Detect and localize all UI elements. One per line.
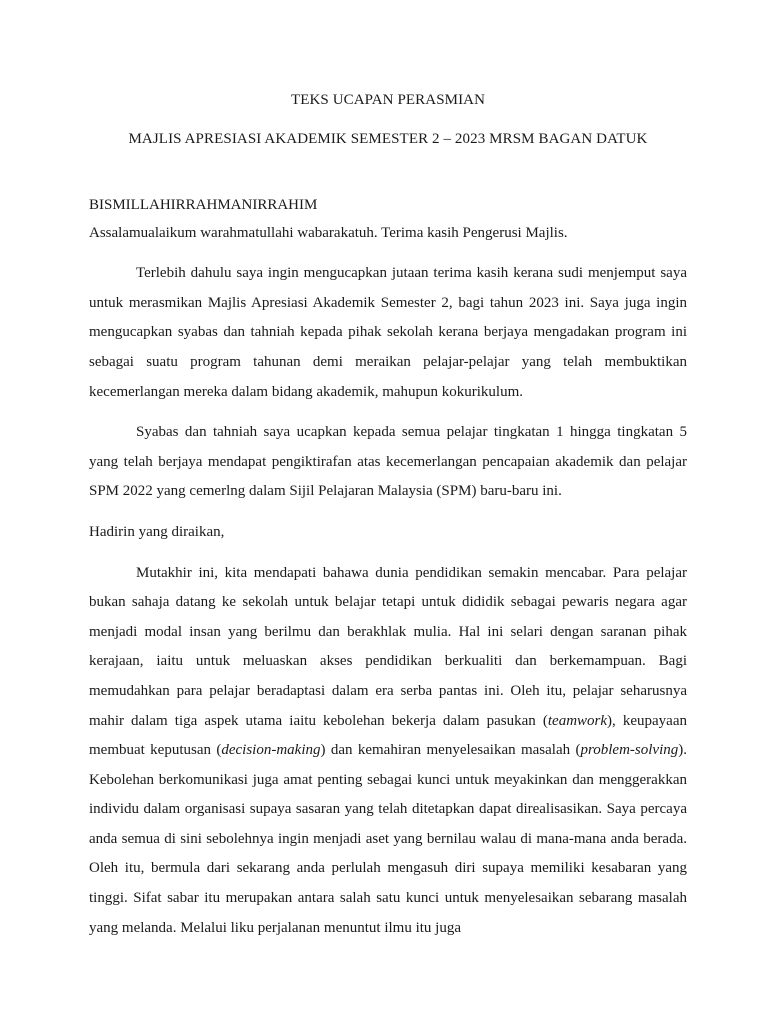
document-subtitle: MAJLIS APRESIASI AKADEMIK SEMESTER 2 – 2023 MRSM BAGAN DATUK <box>128 130 648 147</box>
term-problem-solving: problem-solving <box>580 742 679 759</box>
term-decision-making: decision-making <box>221 742 321 759</box>
greeting-line: Assalamualaikum warahmatullahi wabarakatuh. Terima kasih Pengerusi Majlis. <box>89 225 568 242</box>
paragraph-3-text-c: ) dan kemahiran menyelesaikan masalah ( <box>320 742 581 759</box>
term-teamwork: teamwork <box>547 712 608 729</box>
paragraph-3 <box>89 559 687 944</box>
paragraph-3-text-a: Mutakhir ini, kita mendapati bahawa dunia pendidikan semakin mencabar. Para pelajar bukan sahaja datang ke sekolah untuk belajar tetapi untuk dididik sebagai pewaris negara agar menjadi modal insan yang berilmu dan berakhlak mulia. Hal ini selari dengan saranan pihak kerajaan, iaitu untuk meluaskan akses pendidikan berkualiti dan berkemampuan. Bagi memudahkan para pelajar beradaptasi dalam era serba pantas ini. Oleh itu, pelajar seharusnya mahir dalam tiga aspek utama iaitu kebolehan bekerja dalam pasukan ( <box>89 564 687 729</box>
paragraph-1: Terlebih dahulu saya ingin mengucapkan jutaan terima kasih kerana sudi menjemput saya untuk merasmikan Majlis Apresiasi Akademik Semester 2, bagi tahun 2023 ini. Saya juga ingin mengucapkan syabas dan tahniah kepada pihak sekolah kerana berjaya mengadakan program ini sebagai suatu program tahunan demi meraikan pelajar-pelajar yang telah membuktikan kecemerlangan mereka dalam bidang akademik, mahupun kokurikulum. <box>89 265 687 400</box>
paragraph-2: Syabas dan tahniah saya ucapkan kepada semua pelajar tingkatan 1 hingga tingkatan 5 yang telah berjaya mendapat pengiktirafan atas kecemerlangan pencapaian akademik dan pelajar SPM 2022 yang cemerlng dalam Sijil Pelajaran Malaysia (SPM) baru-baru ini. <box>89 424 687 500</box>
document-page <box>89 86 687 943</box>
paragraph-3-text-b: ), keupayaan membuat keputusan ( <box>89 712 687 759</box>
opening-line: BISMILLAHIRRAHMANIRRAHIM <box>89 197 318 214</box>
document-title: TEKS UCAPAN PERASMIAN <box>290 92 486 108</box>
salutation: Hadirin yang diraikan, <box>89 523 225 540</box>
paragraph-3-text-d: ). Kebolehan berkomunikasi juga amat penting sebagai kunci untuk meyakinkan dan menggerakkan individu dalam organisasi supaya sasaran yang telah ditetapkan dapat direalisasikan. Saya percaya anda semua di sini sebolehnya ingin menjadi aset yang bernilau walau di mana-mana anda berada. Oleh itu, bermula dari sekarang anda perlulah mengasuh diri supaya memiliki kesabaran yang tinggi. Sifat sabar itu merupakan antara salah satu kunci untuk menyelesaikan sebarang masalah yang melanda. Melalui liku perjalanan menuntut ilmu itu juga <box>89 742 687 936</box>
